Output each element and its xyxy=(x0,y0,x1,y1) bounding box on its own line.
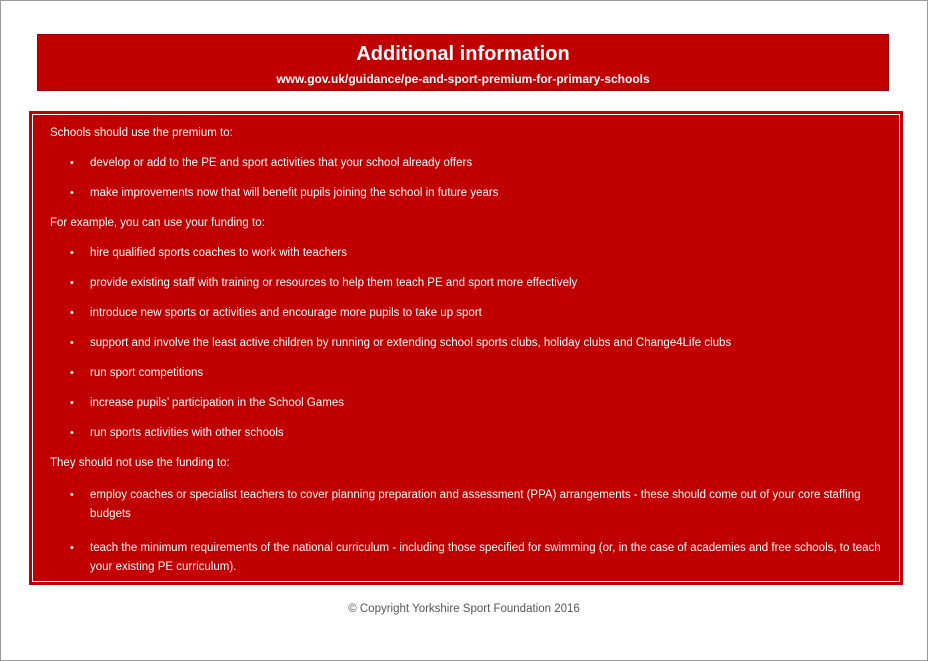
list-item xyxy=(50,246,884,261)
list-item xyxy=(50,336,884,351)
list-item-text: provide existing staff with training or resources to help them teach PE and sport more effectively xyxy=(90,277,578,289)
bullet-icon: • xyxy=(70,367,74,379)
example-intro-text: For example, you can use your funding to: xyxy=(50,217,265,229)
list-item-text: hire qualified sports coaches to work with teachers xyxy=(90,247,347,259)
list-item xyxy=(50,426,884,441)
list-item xyxy=(50,186,884,201)
list-item-text: introduce new sports or activities and encourage more pupils to take up sport xyxy=(90,307,482,319)
list-item-text: employ coaches or specialist teachers to cover planning preparation and assessment (PPA) arrangements - these should come out of your core staffing budgets xyxy=(90,489,861,520)
bullet-icon: • xyxy=(70,489,74,501)
content-inner-border xyxy=(32,114,900,582)
header-banner xyxy=(37,34,889,91)
bullet-icon: • xyxy=(70,157,74,169)
list-item-text: run sports activities with other schools xyxy=(90,427,284,439)
bullet-icon: • xyxy=(70,337,74,349)
page-title: Additional information xyxy=(356,43,570,65)
bullet-icon: • xyxy=(70,277,74,289)
list-item-text: teach the minimum requirements of the national curriculum - including those specified for swimming (or, in the case of academies and free schools, to teach your existing PE curriculum). xyxy=(90,542,881,573)
bullet-icon: • xyxy=(70,247,74,259)
list-item xyxy=(50,306,884,321)
bullet-icon: • xyxy=(70,307,74,319)
list-item xyxy=(50,539,884,577)
list-item-text: develop or add to the PE and sport activities that your school already offers xyxy=(90,157,473,169)
content-box xyxy=(29,111,903,585)
bullet-icon: • xyxy=(70,397,74,409)
copyright-footer: © Copyright Yorkshire Sport Foundation 2016 xyxy=(348,603,580,615)
list-item-text: support and involve the least active children by running or extending school sports clubs, holiday clubs and Change4Life clubs xyxy=(90,337,732,349)
bullet-icon: • xyxy=(70,427,74,439)
list-item xyxy=(50,276,884,291)
list-item-text: run sport competitions xyxy=(90,367,204,379)
example-list xyxy=(50,246,884,441)
bullet-icon: • xyxy=(70,187,74,199)
list-item xyxy=(50,366,884,381)
guidance-url: www.gov.uk/guidance/pe-and-sport-premium-for-primary-schools xyxy=(276,72,650,86)
list-item xyxy=(50,156,884,171)
not-list xyxy=(50,486,884,577)
list-item xyxy=(50,486,884,524)
bullet-icon: • xyxy=(70,542,74,554)
list-item-text: increase pupils’ participation in the School Games xyxy=(90,397,344,409)
list-item xyxy=(50,396,884,411)
use-list xyxy=(50,156,884,201)
not-intro-text: They should not use the funding to: xyxy=(50,457,230,469)
intro-text: Schools should use the premium to: xyxy=(50,127,233,139)
list-item-text: make improvements now that will benefit pupils joining the school in future years xyxy=(90,187,499,199)
